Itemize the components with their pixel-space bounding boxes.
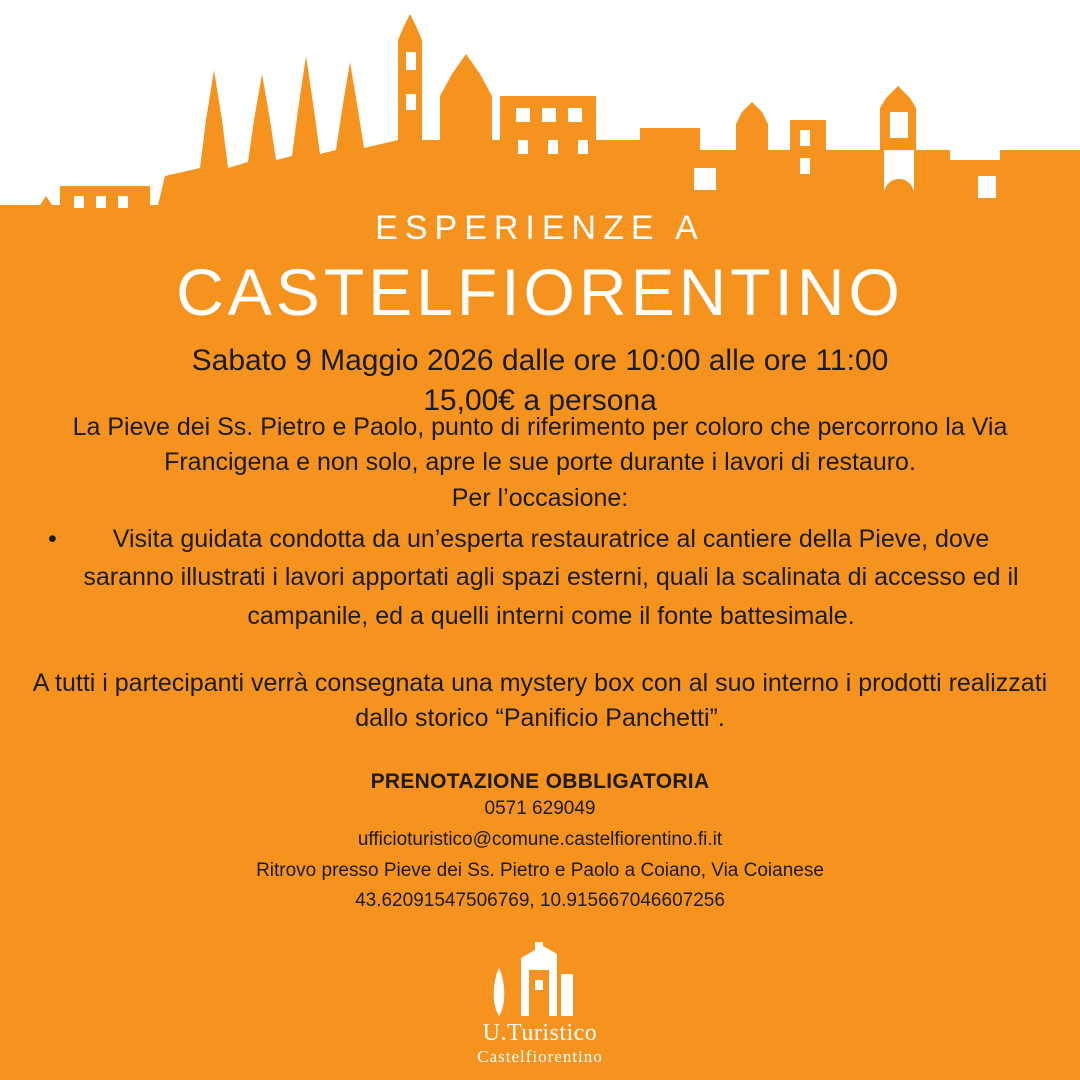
event-price: 15,00€ a persona xyxy=(423,384,657,418)
event-datetime: Sabato 9 Maggio 2026 dalle ore 10:00 alle ore 11:00 xyxy=(191,343,889,377)
coordinates: 43.62091547506769, 10.915667046607256 xyxy=(355,890,725,912)
intro-paragraph: La Pieve dei Ss. Pietro e Paolo, punto di riferimento per coloro che percorrono la Via Francigena e non solo, apre le sue porte durante i lavori di restauro. xyxy=(72,413,1008,476)
poster-body xyxy=(0,410,1080,737)
activities-list xyxy=(12,520,1068,636)
logo xyxy=(0,930,1080,1067)
occasion-label: Per l’occasione: xyxy=(451,484,629,512)
logo-subtitle: Castelfiorentino xyxy=(477,1047,603,1066)
eyebrow-text: ESPERIENZE A xyxy=(375,209,705,247)
booking-title: PRENOTAZIONE OBBLIGATORIA xyxy=(370,770,710,793)
booking-section xyxy=(0,770,1080,917)
logo-name: U.Turistico xyxy=(482,1020,598,1046)
booking-phone[interactable]: 0571 629049 xyxy=(484,798,596,819)
tower-logo-icon xyxy=(465,930,615,1022)
list-item: • Visita guidata condotta da un’esperta restauratrice al cantiere della Pieve, dove saranno illustrati i lavori apportati agli spazi esterni, quali la scalinata di accesso ed il campanile, ed a quelli interni come il fonte battesimale. xyxy=(56,520,1030,636)
booking-email[interactable]: ufficioturistico@comune.castelfiorentino.fi.it xyxy=(357,828,723,850)
poster-header xyxy=(0,208,1080,422)
page-title: CASTELFIORENTINO xyxy=(176,254,904,329)
meeting-point: Ritrovo presso Pieve dei Ss. Pietro e Paolo a Coiano, Via Coianese xyxy=(256,859,824,881)
mystery-box-paragraph: A tutti i partecipanti verrà consegnata una mystery box con al suo interno i prodotti realizzati dallo storico “Panificio Panchetti”. xyxy=(32,668,1048,733)
